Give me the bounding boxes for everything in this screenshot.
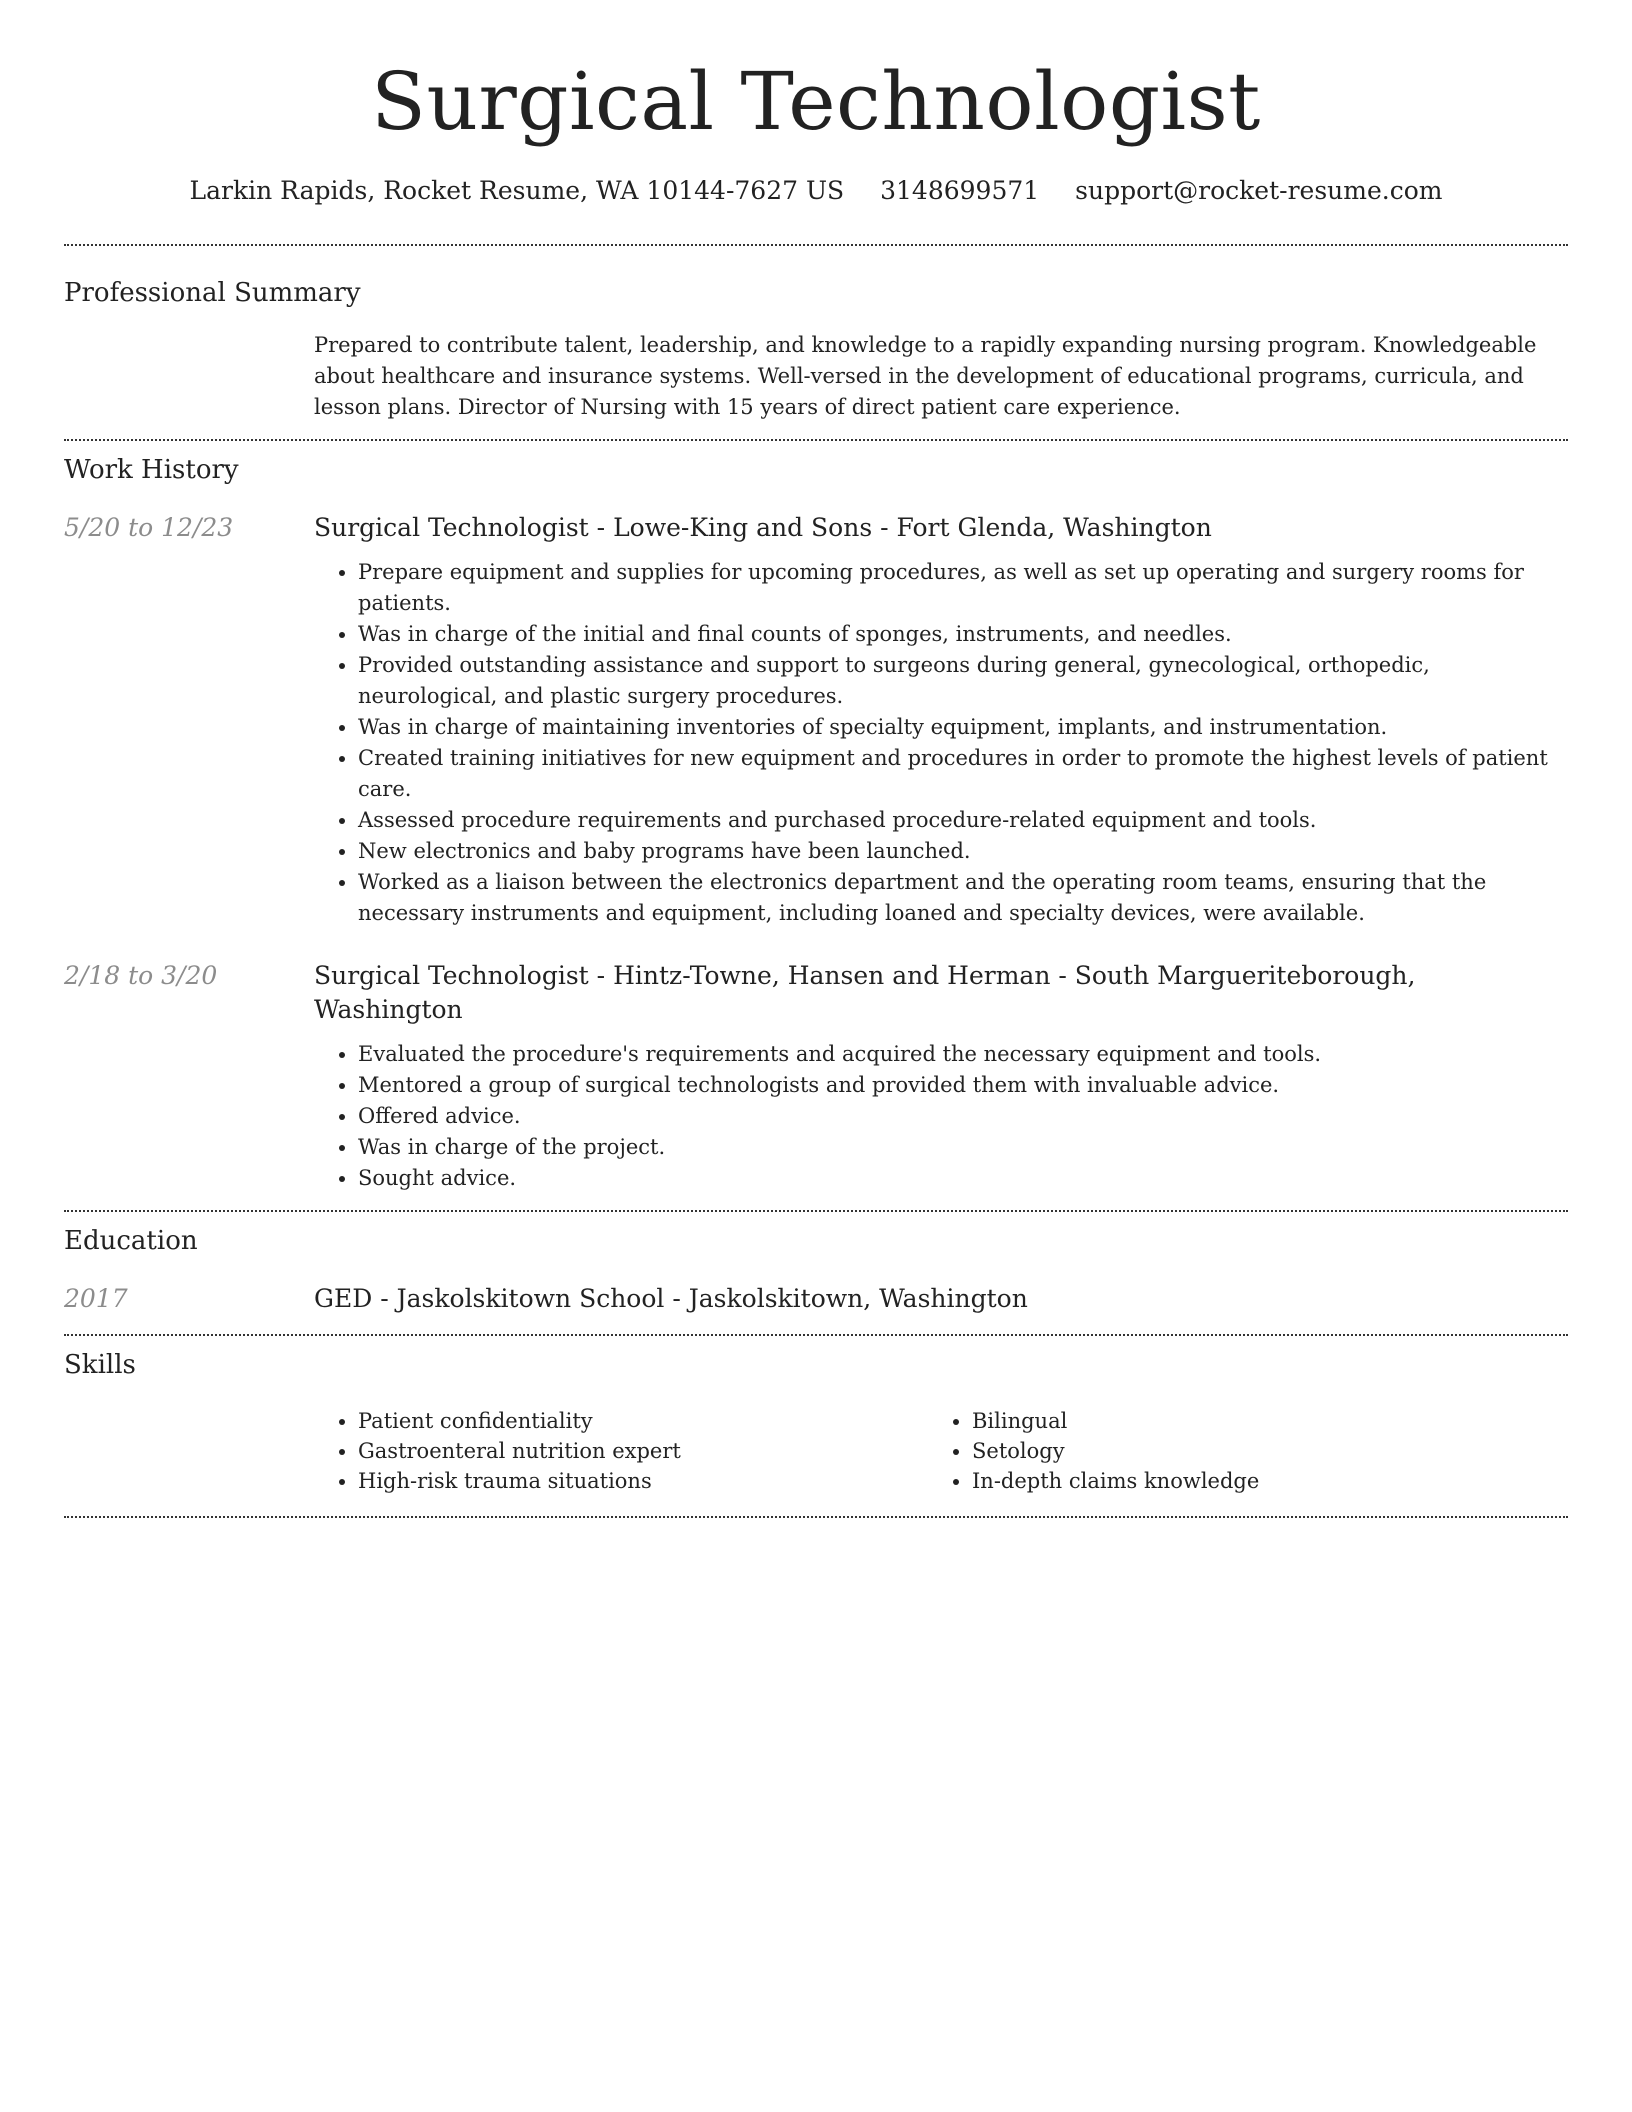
skill-item: • Bilingual (972, 1406, 1542, 1436)
job-heading (314, 959, 1568, 1027)
job-bullet: • New electronics and baby programs have been launched. (358, 836, 1568, 867)
job-bullet: • Was in charge of the project. (358, 1132, 1568, 1163)
skills-columns (314, 1406, 1568, 1496)
education-degree: GED (314, 1284, 373, 1313)
job-bullet: • Mentored a group of surgical technologists and provided them with invaluable advice. (358, 1070, 1568, 1101)
job-bullet: • Evaluated the procedure's requirements and acquired the necessary equipment and tools. (358, 1039, 1568, 1070)
resume-page (64, 0, 1568, 1518)
contact-phone: 3148699571 (880, 176, 1040, 205)
skill-item: • In-depth claims knowledge (972, 1466, 1542, 1496)
summary-divider (64, 439, 1568, 441)
skills-list-right (928, 1406, 1542, 1496)
summary-row (64, 330, 1568, 423)
skills-divider (64, 1516, 1568, 1518)
job-details (314, 511, 1568, 929)
education-divider (64, 1334, 1568, 1336)
job-bullet: • Sought advice. (358, 1163, 1568, 1194)
education-school: - Jaskolskitown School - Jaskolskitown, Washington (372, 1284, 1028, 1313)
education-heading: Education (64, 1226, 198, 1256)
job-bullet: • Offered advice. (358, 1101, 1568, 1132)
work-divider (64, 1210, 1568, 1212)
job-bullets (314, 1039, 1568, 1194)
education-section (64, 1224, 1568, 1316)
summary-heading: Professional Summary (64, 278, 361, 308)
education-year: 2017 (64, 1284, 128, 1313)
skills-section (64, 1348, 1568, 1496)
job-employer: - Hintz-Towne, Hansen and Herman - South Margueriteborough, Washington (314, 961, 1416, 1024)
work-history-section (64, 453, 1568, 1194)
contact-line (64, 174, 1568, 208)
candidate-name: Surgical Technologist (371, 55, 1261, 148)
job-bullet: • Worked as a liaison between the electronics department and the operating room teams, ensuring that the necessary instruments and equipment, including loaned and specialty devices, were available. (358, 867, 1568, 929)
job-bullet: • Assessed procedure requirements and purchased procedure-related equipment and tools. (358, 805, 1568, 836)
job-dates: 2/18 to 3/20 (64, 961, 218, 990)
job-heading (314, 511, 1568, 545)
contact-email: support@rocket-resume.com (1075, 176, 1443, 205)
job-bullet: • Created training initiatives for new equipment and procedures in order to promote the highest levels of patient care. (358, 743, 1568, 805)
job-dates: 5/20 to 12/23 (64, 513, 234, 542)
skills-row (64, 1406, 1568, 1496)
job-bullet: • Was in charge of the initial and final counts of sponges, instruments, and needles. (358, 619, 1568, 650)
job-entry (64, 959, 1568, 1194)
job-bullet: • Was in charge of maintaining inventories of specialty equipment, implants, and instrumentation. (358, 712, 1568, 743)
job-bullet: • Provided outstanding assistance and support to surgeons during general, gynecological, orthopedic, neurological, and plastic surgery procedures. (358, 650, 1568, 712)
work-history-heading: Work History (64, 455, 239, 485)
contact-address: Larkin Rapids, Rocket Resume, WA 10144-7627 US (189, 176, 845, 205)
job-role: Surgical Technologist (314, 513, 589, 542)
education-entry (64, 1282, 1568, 1316)
education-details (314, 1282, 1568, 1316)
skill-item: • High-risk trauma situations (358, 1466, 928, 1496)
job-bullet: • Prepare equipment and supplies for upcoming procedures, as well as set up operating and surgery rooms for patients. (358, 557, 1568, 619)
skill-item: • Setology (972, 1436, 1542, 1466)
skill-item: • Gastroenteral nutrition expert (358, 1436, 928, 1466)
header-divider (64, 244, 1568, 246)
job-role: Surgical Technologist (314, 961, 589, 990)
job-employer: - Lowe-King and Sons - Fort Glenda, Washington (588, 513, 1212, 542)
skill-item: • Patient confidentiality (358, 1406, 928, 1436)
job-details (314, 959, 1568, 1194)
job-bullets (314, 557, 1568, 929)
skills-heading: Skills (64, 1350, 136, 1380)
summary-section (64, 276, 1568, 423)
skills-list-left (314, 1406, 928, 1496)
summary-text: Prepared to contribute talent, leadership, and knowledge to a rapidly expanding nursing program. Knowledgeable about healthcare and insurance systems. Well-versed in the development of educational programs, curricula, and lesson plans. Director of Nursing with 15 years of direct patient care experience. (314, 333, 1537, 419)
job-entry (64, 511, 1568, 929)
